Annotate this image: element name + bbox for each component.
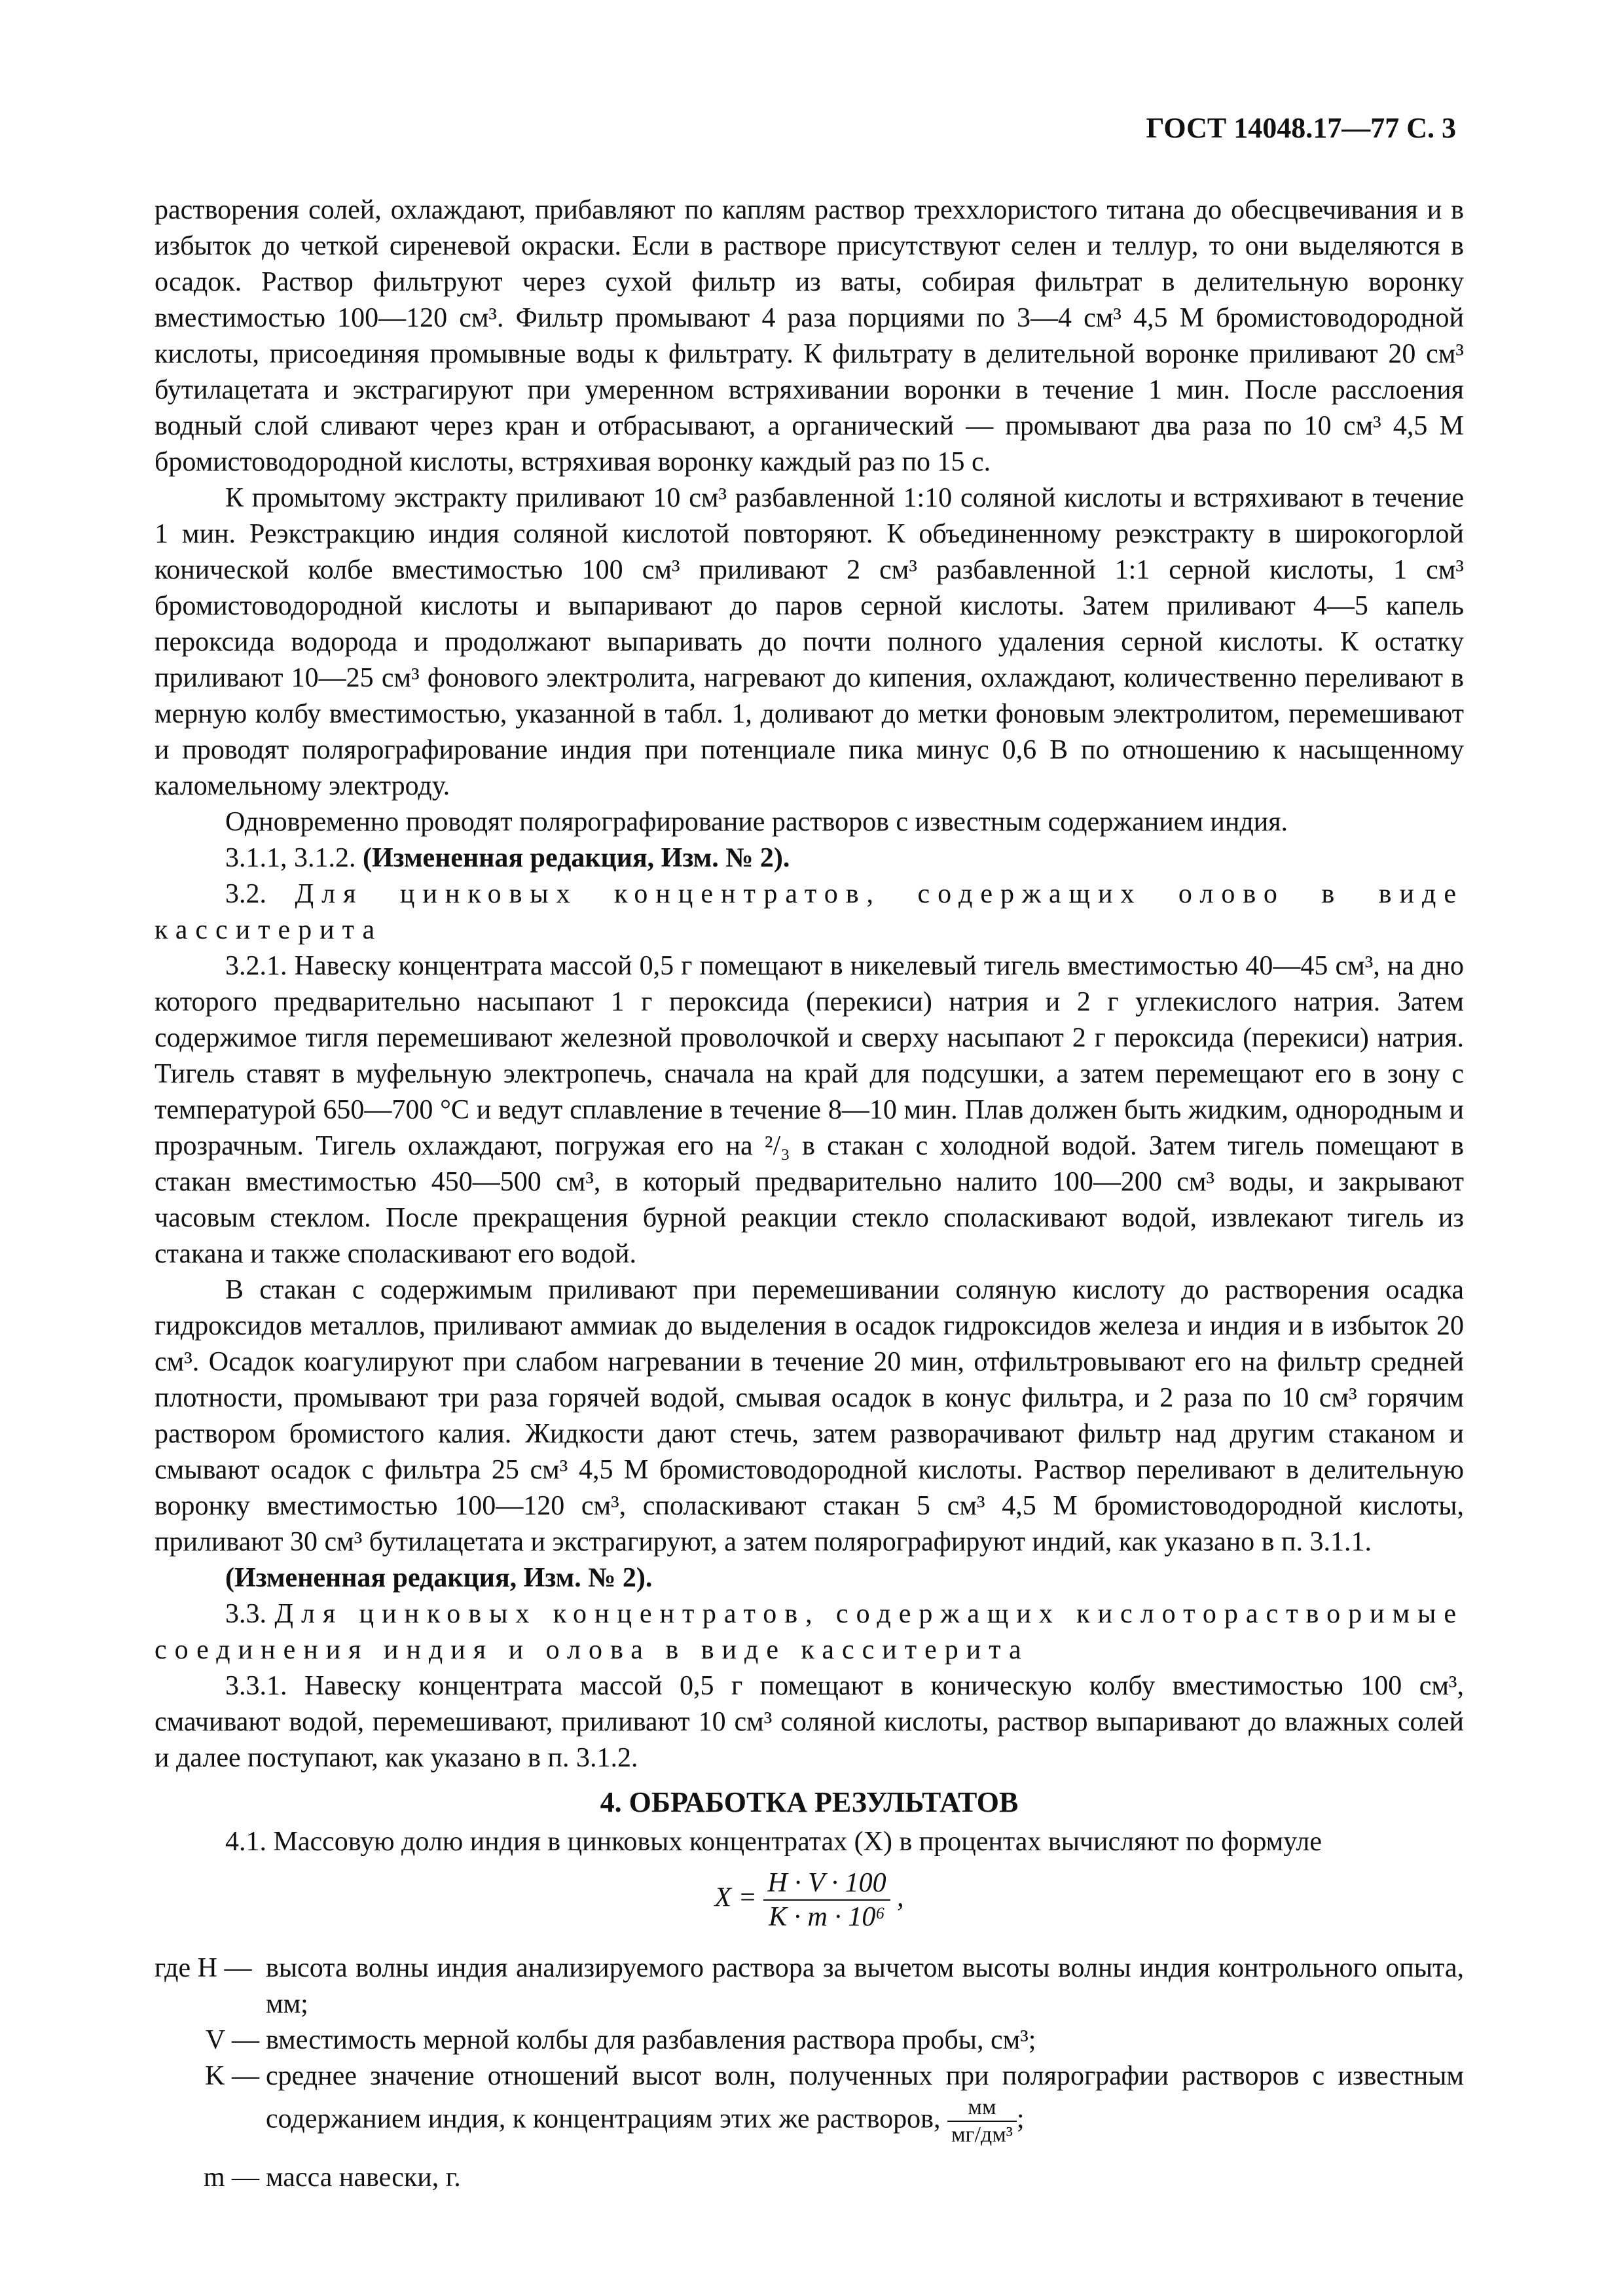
amendment-note-1 (155, 840, 1464, 876)
paragraph-text: 3.2.1. Навеску концентрата массой 0,5 г помещают в никелевый тигель вместимостью 40—45 см³, на дно которого предварительно насыпают 1 г пероксида (перекиси) натрия и 2 г углекислого натрия. Затем содержимое тигля перемешивают железной проволочкой и сверху насыпают 2 г пероксида (перекиси) натрия. Тигель ставят в муфельную электропечь, сначала на край для подсушки, а затем перемещают его в зону с температурой 650—700 °С и ведут сплавление в течение 8—10 мин. Плав должен быть жидким, однородным и прозрачным. Тигель охлаждают, погружая его на (155, 951, 1464, 1161)
section-4-title: 4. ОБРАБОТКА РЕЗУЛЬТАТОВ (600, 1786, 1019, 1818)
formula-lhs: X = (714, 1882, 757, 1913)
fraction-two-thirds: ²/₃ (764, 1131, 790, 1161)
definition-text: масса навески, г. (266, 2162, 461, 2193)
formula-tail: , (897, 1882, 904, 1913)
definition-k (155, 2058, 1464, 2148)
unit-fraction (947, 2094, 1017, 2148)
section-4-intro: 4.1. Массовую долю индия в цинковых концентратах (X) в процентах вычисляют по формуле (225, 1827, 1322, 1857)
subsection-3-3-heading (155, 1596, 1464, 1668)
formula-numerator: H · V · 100 (763, 1867, 890, 1901)
paragraph-2: К промытому экстракту приливают 10 см³ разбавленной 1:10 соляной кислоты и встряхивают в течение 1 мин. Реэкстракцию индия соляной кислотой повторяют. К объединенному реэкстракту в широкогорлой конической колбе вместимостью 100 см³ приливают 2 см³ разбавленной 1:1 серной кислоты, 1 см³ бромистоводородной кислоты и выпаривают до паров серной кислоты. Затем приливают 4—5 капель пероксида водорода и продолжают выпаривать до почти полного удаления серной кислоты. К остатку приливают 10—25 см³ фонового электролита, нагревают до кипения, охлаждают, количественно переливают в мерную колбу вместимостью, указанной в табл. 1, доливают до метки фоновым электролитом, перемешивают и проводят полярографирование индия при потенциале пика минус 0,6 В по отношению к насыщенному каломельному электроду. (155, 483, 1464, 801)
paragraph-1: растворения солей, охлаждают, прибавляют по каплям раствор треххлористого титана до обесцвечивания и в избыток до четкой сиреневой окраски. Если в растворе присутствуют селен и теллур, то они выделяются в осадок. Раствор фильтруют через сухой фильтр из ваты, собирая фильтрат в делительную воронку вместимостью 100—120 см³. Фильтр промывают 4 раза порциями по 3—4 см³ 4,5 М бромистоводородной кислоты, присоединяя промывные воды к фильтрату. К фильтрату в делительной воронке приливают 20 см³ бутилацетата и экстрагируют при умеренном встряхивании воронки в течение 1 мин. После расслоения водный слой сливают через кран и отбрасывают, а органический — промывают два раза по 10 см³ 4,5 М бромистоводородной кислоты, встряхивая воронку каждый раз по 15 с. (155, 195, 1464, 477)
paragraph-3-3-1: 3.3.1. Навеску концентрата массой 0,5 г помещают в коническую колбу вместимостью 100 см³, смачивают водой, перемешивают, приливают 10 см³ соляной кислоты, раствор выпаривают до влажных солей и далее поступают, как указано в п. 3.1.2. (155, 1671, 1464, 1773)
definition-label: K — (205, 2061, 259, 2091)
paragraph-7: В стакан с содержимым приливают при перемешивании соляную кислоту до растворения осадка гидроксидов металлов, приливают аммиак до выделения в осадок гидроксидов железа и индия и в избыток 20 см³. Осадок коагулируют при слабом нагревании в течение 20 мин, отфильтровывают его на фильтр средней плотности, промывают три раза горячей водой, смывая осадок в конус фильтра, и 2 раза по 10 см³ горячим раствором бромистого калия. Жидкости дают стечь, затем разворачивают фильтр над другим стаканом и смывают осадок с фильтра 25 см³ 4,5 М бромистоводородной кислоты. Раствор переливают в делительную воронку вместимостью 100—120 см³, споласкивают стакан 5 см³ 4,5 М бромистоводородной кислоты, приливают 30 см³ бутилацетата и экстрагируют, а затем полярографируют индий, как указано в п. 3.1.1. (155, 1275, 1464, 1557)
unit-numerator: мм (947, 2094, 1017, 2122)
definitions-list (155, 1950, 1464, 2196)
definition-text (266, 2058, 1464, 2148)
definition-k-text: среднее значение отношений высот волн, полученных при полярографии растворов с известным содержанием индия, к концентрациям этих же растворов, (266, 2061, 1464, 2134)
document-body (155, 98, 1464, 2196)
subsection-3-2-heading (155, 876, 1464, 948)
formula-fraction (763, 1867, 890, 1933)
paragraph-3: Одновременно проводят полярографирование растворов с известным содержанием индия. (225, 807, 1288, 837)
definition-label: m — (203, 2162, 259, 2193)
definition-h (155, 1950, 1464, 2022)
definition-label: V — (205, 2025, 259, 2055)
unit-denominator: мг/дм³ (951, 2123, 1013, 2147)
definition-text: высота волны индия анализируемого раствора за вычетом высоты волны индия контрольного опыта, мм; (266, 1953, 1464, 2019)
paragraph-3-2-1 (155, 948, 1464, 1272)
formula-denominator: K · m · 10⁶ (769, 1902, 885, 1932)
paragraph-text: в стакан с холодной водой. Затем тигель помещают в стакан вместимостью 450—500 см³, в который предварительно налито 100—200 см³ воды, и закрывают часовым стеклом. После прекращения бурной реакции стекло споласкивают водой, извлекают тигель из стакана и также споласкивают его водой. (155, 1131, 1464, 1269)
formula (155, 1867, 1464, 1933)
definition-label: где H — (155, 1953, 252, 1983)
definition-k-tail: ; (1016, 2104, 1025, 2134)
amendment-text: (Измененная редакция, Изм. № 2). (363, 843, 790, 873)
clause-number: 3.3. (225, 1599, 266, 1629)
clause-title: Для цинковых концентратов, содержащих олово в виде касситерита (155, 879, 1464, 945)
clause-ref: 3.1.1, 3.1.2. (225, 843, 356, 873)
clause-number: 3.2. (225, 879, 266, 909)
definition-v (155, 2022, 1464, 2058)
amendment-note-2: (Измененная редакция, Изм. № 2). (225, 1563, 653, 1593)
document-header: ГОСТ 14048.17—77 С. 3 (1146, 112, 1456, 144)
definition-text: вместимость мерной колбы для разбавления раствора пробы, см³; (266, 2025, 1036, 2055)
definition-m (155, 2160, 1464, 2196)
clause-title: Для цинковых концентратов, содержащих кислоторастворимые соединения индия и олова в виде касситерита (155, 1599, 1465, 1665)
